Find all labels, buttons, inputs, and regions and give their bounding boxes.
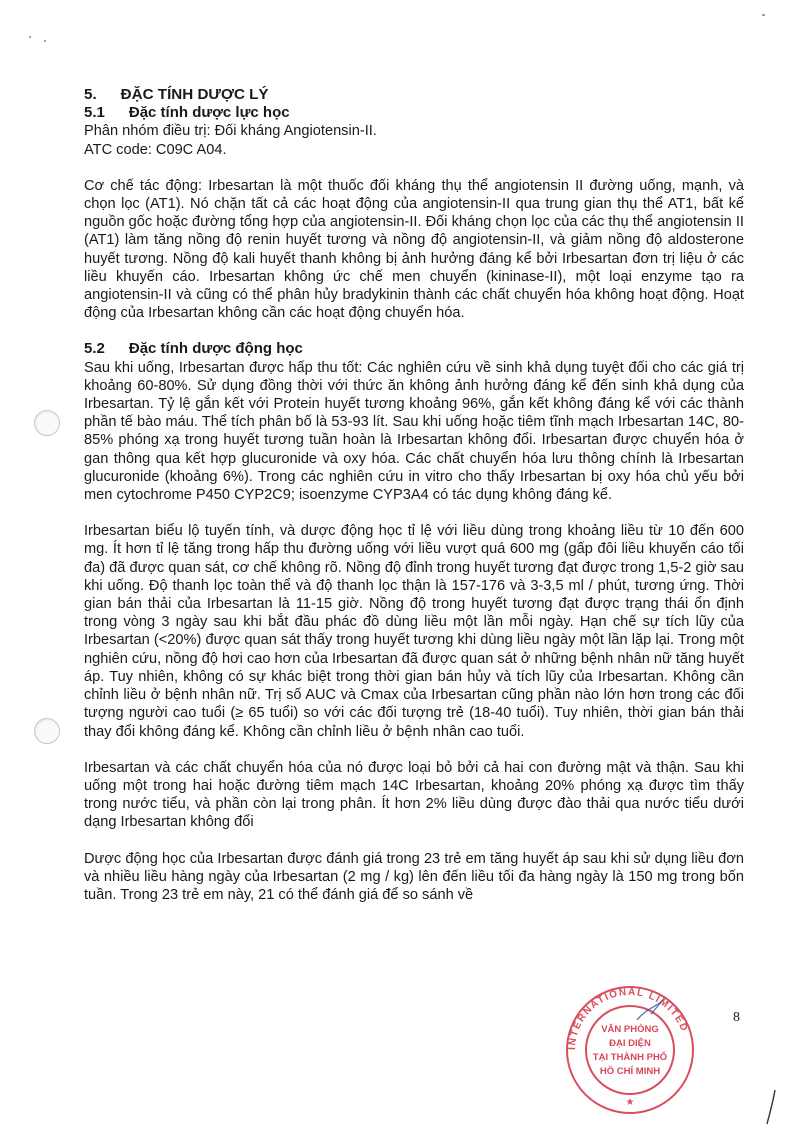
section-5-heading	[84, 86, 744, 104]
linearity-paragraph: Irbesartan biểu lộ tuyến tính, và dược động học tỉ lệ với liều dùng trong khoảng liều từ 10 đến 600 mg. Ít hơn tỉ lệ tăng trong hấp thu đường uống với liều vượt quá 600 mg (gấp đôi liều khuyến cáo tối đa) đã được quan sát, cơ chế không rõ. Nồng độ đỉnh trong huyết tương đạt được trong 1,5-2 giờ sau khi uống. Độ thanh lọc toàn thể và độ thanh lọc thận là 157-176 và 3-3,5 ml / phút, tương ứng. Thời gian bán thải của Irbesartan là 11-15 giờ. Nồng độ trong huyết tương đạt được trạng thái ổn định trong vòng 3 ngày sau khi bắt đầu phác đồ dùng liều một lần mỗi ngày. Hạn chế sự tích lũy của Irbesartan (<20%) được quan sát thấy trong huyết tương khi dùng liều ngày một lần lặp lại. Trong một nghiên cứu, nồng độ hơi cao hơn của Irbesartan đã được quan sát ở những bệnh nhân nữ tăng huyết áp. Tuy nhiên, không có sự khác biệt trong thời gian bán hủy và tích lũy của Irbesartan. Không cần chỉnh liều ở bệnh nhân nữ. Trị số AUC và Cmax của Irbesartan cũng phần nào lớn hơn trong các đối tượng người cao tuổi (≥ 65 tuổi) so với các đối tượng trẻ (18-40 tuổi). Tuy nhiên, thời gian bán thải thay đổi không đáng kể. Không cần chỉnh liều ở bệnh nhân cao tuổi.	[84, 523, 744, 740]
section-5-2-title: Đặc tính dược động học	[128, 340, 303, 358]
atc-code-line: ATC code: C09C A04.	[84, 141, 227, 158]
absorption-paragraph: Sau khi uống, Irbesartan được hấp thu tốt: Các nghiên cứu về sinh khả dụng tuyệt đối cho các giá trị khoảng 60-80%. Sử dụng đồng thời với thức ăn không ảnh hưởng đáng kể đến sinh khả dụng của Irbesartan. Tỷ lệ gắn kết với Protein huyết tương khoảng 96%, gắn kết không đáng kể với các thành phần tế bào máu. Thể tích phân bố là 53-93 lít. Sau khi uống hoặc tiêm tĩnh mạch Irbesartan 14C, 80-85% phóng xạ trong huyết tương tuần hoàn là Irbesartan không đổi. Irbesartan được chuyển hóa ở gan thông qua kết hợp glucuronide và oxy hóa. Các chất chuyển hóa lưu thông chính là Irbesartan glucuronide (khoảng 6%). Trong các nghiên cứu in vitro cho thấy Irbesartan bị oxy hóa chủ yếu bởi men cytochrome P450 CYP2C9; isoenzyme CYP3A4 có tác dụng không đáng kể.	[84, 359, 744, 504]
punch-hole-top	[34, 410, 60, 436]
svg-text:VĂN PHÒNG: VĂN PHÒNG	[601, 1024, 659, 1035]
svg-text:INTERNATIONAL LIMITED: INTERNATIONAL LIMITED	[566, 986, 690, 1051]
pediatric-paragraph: Dược động học của Irbesartan được đánh giá trong 23 trẻ em tăng huyết áp sau khi sử dụng liều đơn và nhiều liều hàng ngày của Irbesartan (2 mg / kg) lên đến liều tối đa hàng ngày là 150 mg trong bốn tuần. Trong 23 trẻ em này, 21 có thể đánh giá để so sánh về	[84, 850, 744, 903]
svg-text:TẠI THÀNH PHỐ: TẠI THÀNH PHỐ	[592, 1052, 668, 1063]
page-number: 8	[733, 1010, 740, 1025]
elimination-paragraph: Irbesartan và các chất chuyển hóa của nó được loại bỏ bởi cả hai con đường mật và thận. Sau khi uống một trong hai hoặc đường tiêm mạch 14C Irbesartan, khoảng 20% phóng xạ được tìm thấy trong nước tiểu, và phần còn lại trong phân. Ít hơn 2% liều dùng được đào thải qua nước tiểu dưới dạng Irbesartan không đổi	[84, 759, 744, 831]
scan-speck	[29, 36, 31, 38]
scan-speck	[44, 40, 46, 42]
document-body	[84, 86, 744, 904]
svg-text:ĐẠI DIỆN: ĐẠI DIỆN	[609, 1038, 651, 1049]
section-5-1-heading	[84, 104, 744, 122]
section-5-title: ĐẶC TÍNH DƯỢC LÝ	[120, 86, 269, 103]
pen-mark	[764, 1088, 778, 1126]
punch-hole-bottom	[34, 718, 60, 744]
section-5-1-title: Đặc tính dược lực học	[128, 104, 290, 122]
svg-text:★: ★	[625, 1097, 635, 1108]
section-5-2-heading	[84, 340, 744, 358]
therapeutic-group-line: Phân nhóm điều trị: Đối kháng Angiotensin-II.	[84, 123, 377, 140]
svg-text:HỒ CHÍ MINH: HỒ CHÍ MINH	[599, 1066, 661, 1077]
scan-speck	[762, 14, 765, 16]
section-5-1-number: 5.1	[84, 104, 105, 122]
section-5-number: 5.	[84, 86, 97, 103]
company-seal-stamp	[555, 980, 705, 1115]
mechanism-paragraph: Cơ chế tác động: Irbesartan là một thuốc đối kháng thụ thể angiotensin II đường uống, mạnh, và chọn lọc (AT1). Nó chặn tất cả các hoạt động của angiotensin-II qua trung gian thụ thể AT1, bất kể nguồn gốc hoặc đường tổng hợp của angiotensin-II. Đối kháng chọn lọc của các thụ thể angiotensin II (AT1) làm tăng nồng độ renin huyết tương và nồng độ angiotensin-II, và giảm nồng độ aldosterone huyết tương. Nồng độ kali huyết thanh không bị ảnh hưởng đáng kể bởi Irbesartan đơn trị liệu ở các liều khuyến cáo. Irbesartan không ức chế men chuyển (kininase-II), một loại enzyme tạo ra angiotensin-II và cũng có thể phân hủy bradykinin thành các chất chuyển hóa không hoạt động. Hoạt động của Irbesartan không cần các hoạt động chuyển hóa.	[84, 177, 744, 322]
seal-graphic	[555, 980, 705, 1115]
section-5-2-number: 5.2	[84, 340, 105, 358]
